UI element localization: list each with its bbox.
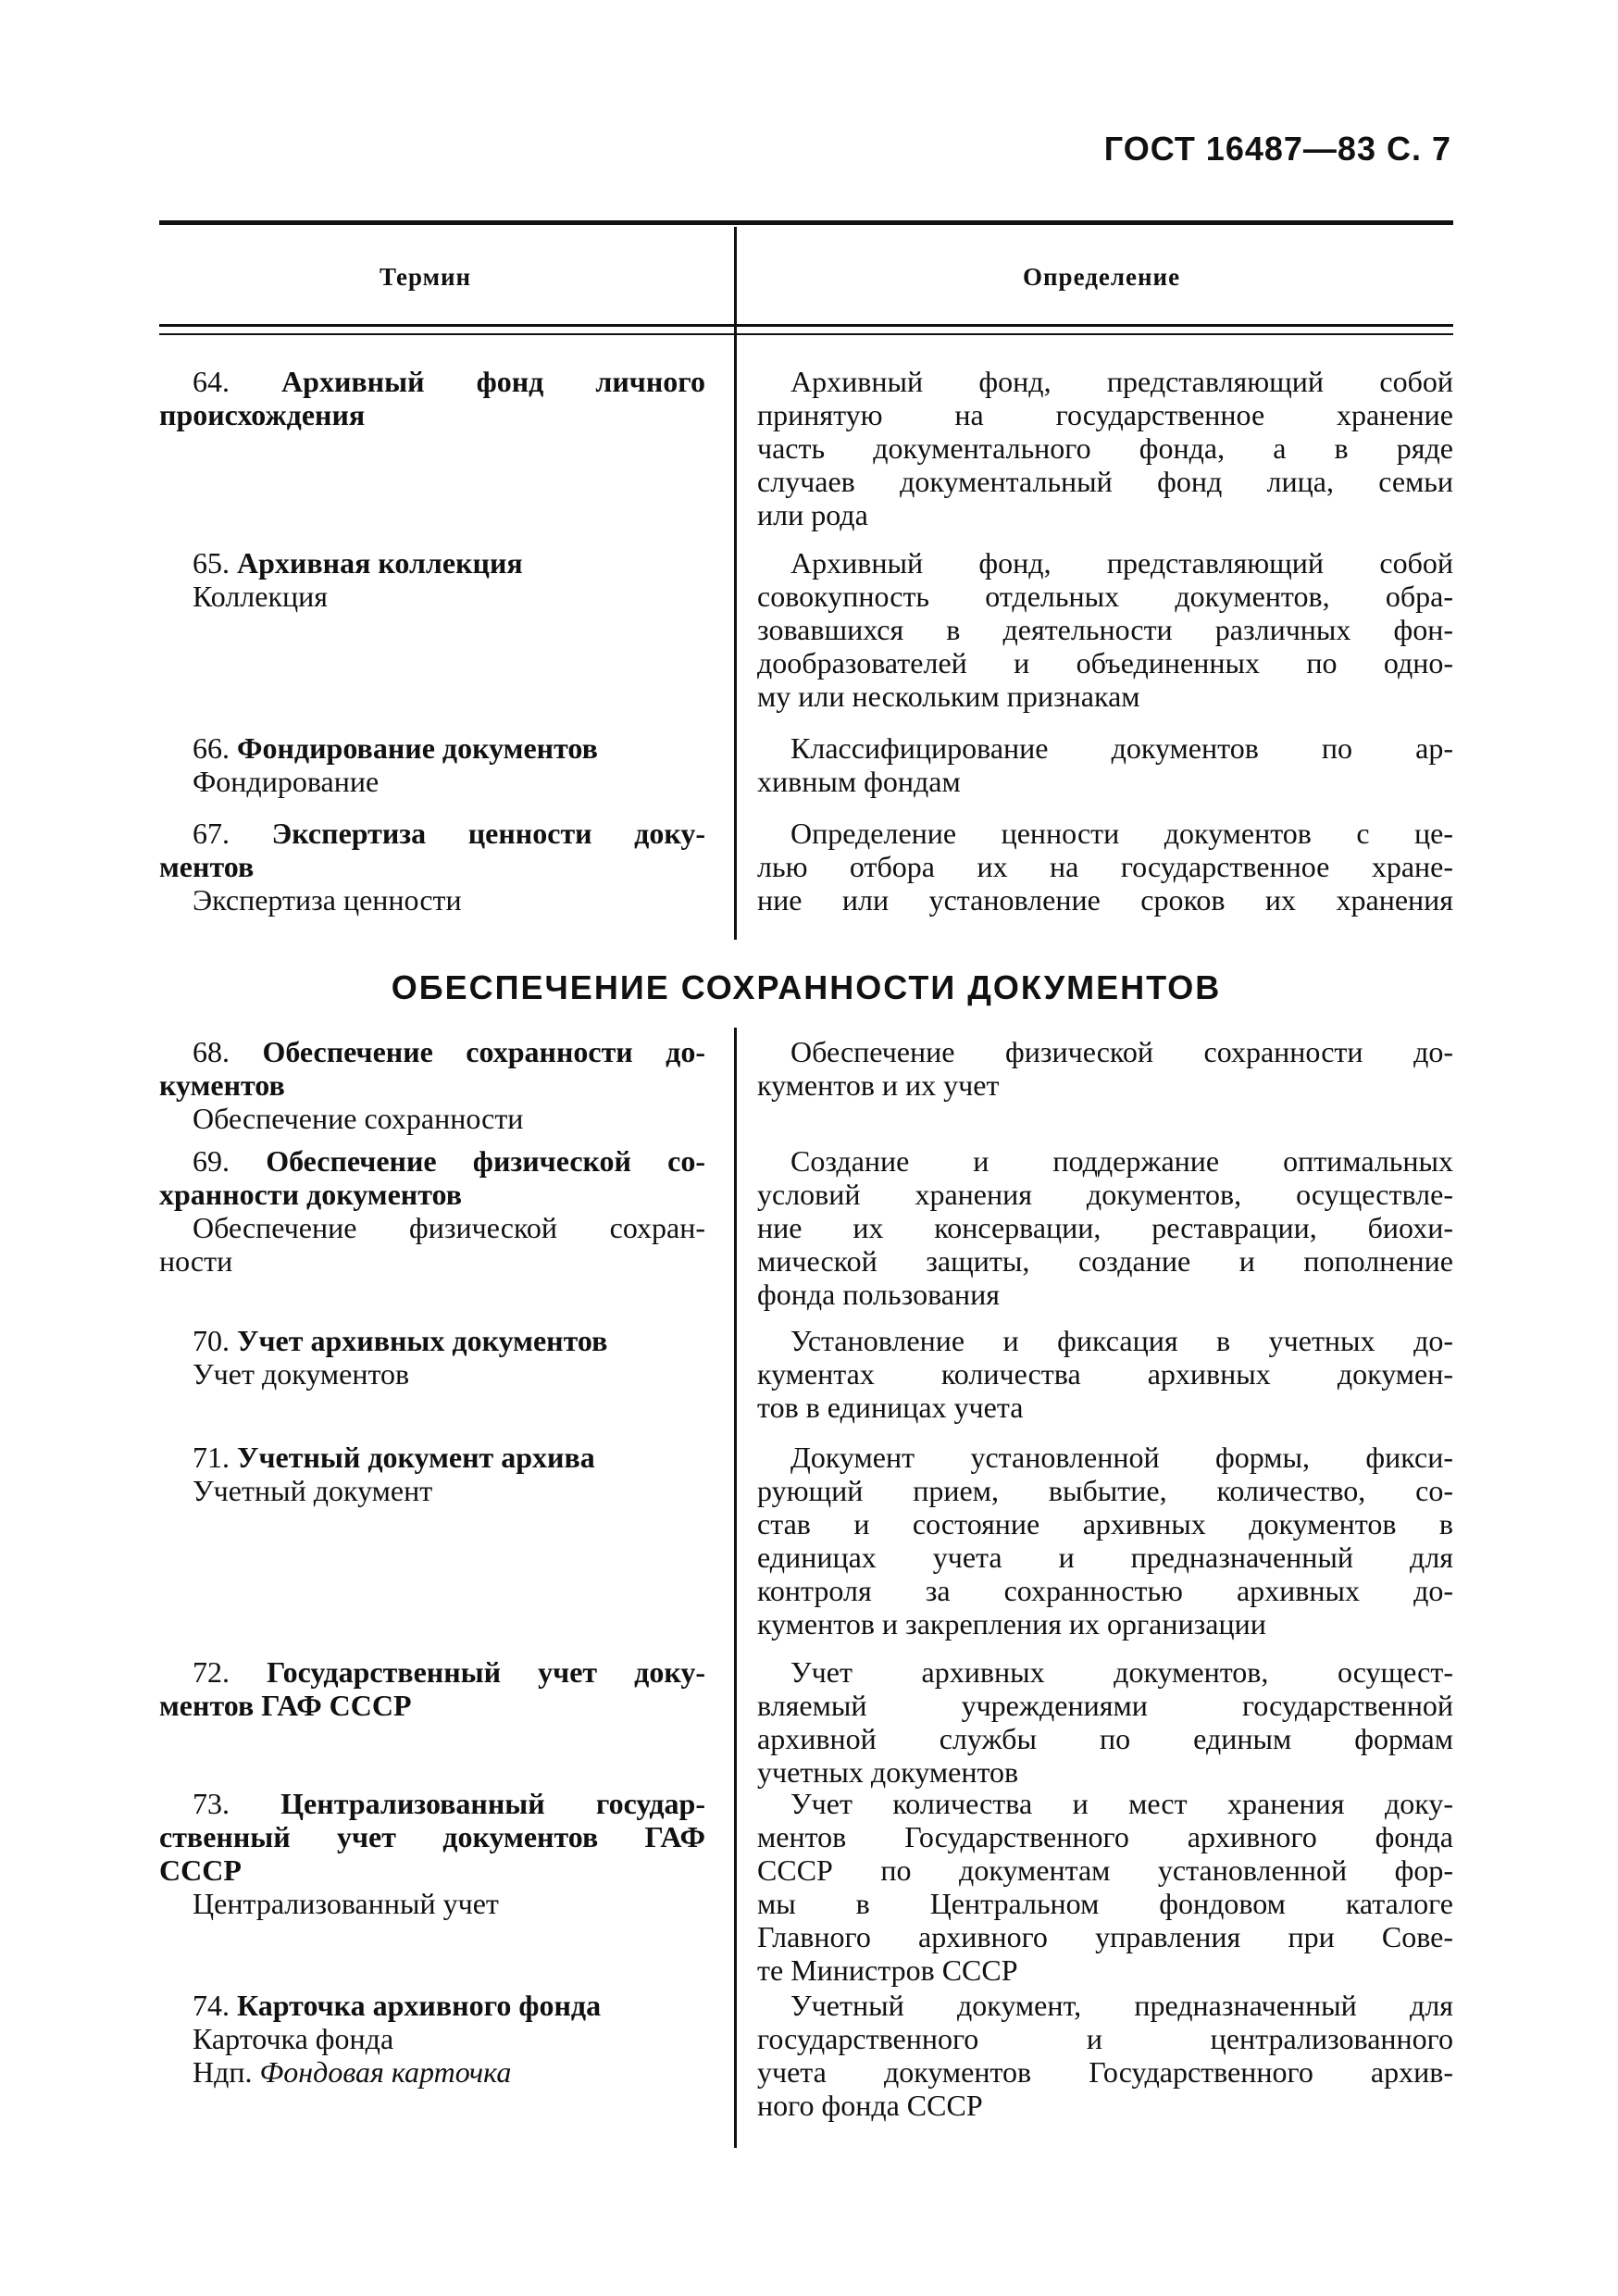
definition-74-line-2: государственного и централизованного [757,2022,1453,2055]
definition-66 [757,731,1453,798]
term-72-line-2: ментов ГАФ СССР [159,1689,412,1722]
term-66 [159,731,705,798]
definition-71-line-6: кументов и закрепления их организации [757,1607,1266,1641]
term-67-line-1: 67. Экспертиза ценности доку- [193,817,706,850]
column-header-term: Термин [380,263,472,291]
definition-74 [757,1989,1453,2122]
term-66-line-1: 66. Фондирование документов [193,731,598,765]
term-71-synonym: Учетный документ [193,1474,433,1507]
definition-65 [757,546,1453,713]
column-divider-upper [734,227,737,940]
definition-69-line-3: ние их консервации, реставрации, биохи- [757,1211,1453,1244]
definition-70-line-3: тов в единицах учета [757,1391,1024,1424]
term-70-line-1: 70. Учет архивных документов [193,1324,608,1357]
term-73-synonym: Централизованный учет [193,1887,499,1920]
definition-65-line-4: дообразователей и объединенных по одно- [757,646,1453,680]
term-65-synonym: Коллекция [193,580,328,613]
term-67-line-2: ментов [159,850,255,883]
definition-69-line-5: фонда пользования [757,1278,1000,1311]
definition-73-line-3: СССР по документам установленной фор- [757,1853,1453,1887]
definition-64 [757,365,1453,531]
definition-71-line-4: единицах учета и предназначенный для [757,1541,1453,1574]
definition-65-line-1: Архивный фонд, представляющий собой [790,546,1453,580]
table-top-rule [159,220,1453,225]
definition-64-line-1: Архивный фонд, представляющий собой [790,365,1453,398]
term-72 [159,1655,705,1722]
definition-64-line-3: часть документального фонда, а в ряде [757,431,1453,465]
definition-73-line-5: Главного архивного управления при Сове- [757,1920,1453,1953]
definition-72 [757,1655,1453,1789]
term-67 [159,817,705,917]
term-71-line-1: 71. Учетный документ архива [193,1441,595,1474]
section-heading: ОБЕСПЕЧЕНИЕ СОХРАННОСТИ ДОКУМЕНТОВ [391,968,1222,1006]
definition-71 [757,1441,1453,1641]
term-69-synonym-line-1: Обеспечение физической сохран- [193,1211,705,1244]
definition-70-line-2: кументах количества архивных докумен- [757,1357,1453,1391]
definition-74-line-4: ного фонда СССР [757,2089,983,2122]
term-68-synonym: Обеспечение сохранности [193,1102,524,1135]
term-70 [159,1324,705,1391]
definition-69-line-4: мической защиты, создание и пополнение [757,1244,1453,1278]
term-64-line-2: происхождения [159,398,366,431]
definition-65-line-2: совокупность отдельных документов, обра- [757,580,1453,613]
definition-68-line-1: Обеспечение физической сохранности до- [790,1035,1453,1068]
term-66-synonym: Фондирование [193,765,380,798]
definition-73-line-4: мы в Центральном фондовом каталоге [757,1887,1453,1920]
term-64-line-1: 64. Архивный фонд личного [193,365,705,398]
definition-69-line-1: Создание и поддержание оптимальных [790,1144,1453,1178]
definition-69-line-2: условий хранения документов, осуществле- [757,1178,1453,1211]
term-73-line-2: ственный учет документов ГАФ [159,1820,705,1853]
column-divider-lower [734,1028,737,2148]
term-73-line-1: 73. Централизованный государ- [193,1787,706,1820]
term-68-line-2: кументов [159,1068,285,1102]
definition-64-line-4: случаев документальный фонд лица, семьи [757,465,1453,498]
term-74-deprecated [159,2055,705,2089]
definition-71-line-1: Документ установленной формы, фикси- [790,1441,1453,1474]
term-65-line-1: 65. Архивная коллекция [193,546,523,580]
term-72-line-1: 72. Государственный учет доку- [193,1655,706,1689]
definition-72-line-4: учетных документов [757,1755,1019,1789]
definition-71-line-3: став и состояние архивных документов в [757,1507,1453,1541]
definition-71-line-5: контроля за сохранностью архивных до- [757,1574,1453,1607]
definition-65-line-5: му или нескольким признакам [757,680,1140,713]
term-73 [159,1787,705,1920]
definition-66-line-2: хивным фондам [757,765,961,798]
term-69-line-2: хранности документов [159,1178,462,1211]
running-header: ГОСТ 16487—83 С. 7 [1103,130,1451,168]
definition-67-line-2: лью отбора их на государственное хране- [757,850,1453,883]
definition-66-line-1: Классифицирование документов по ар- [790,731,1453,765]
definition-73-line-2: ментов Государственного архивного фонда [757,1820,1453,1853]
definition-70 [757,1324,1453,1424]
definition-73-line-1: Учет количества и мест хранения доку- [790,1787,1453,1820]
definition-74-line-1: Учетный документ, предназначенный для [790,1989,1453,2022]
definition-72-line-3: архивной службы по единым формам [757,1722,1453,1755]
term-74-line-1: 74. Карточка архивного фонда [193,1989,602,2022]
definition-68 [757,1035,1453,1102]
term-65 [159,546,705,613]
definition-67-line-1: Определение ценности документов с це- [790,817,1453,850]
term-73-line-3: СССР [159,1853,242,1887]
term-67-synonym: Экспертиза ценности [193,883,462,917]
definition-67 [757,817,1453,917]
definition-74-line-3: учета документов Государственного архив- [757,2055,1453,2089]
term-68 [159,1035,705,1135]
term-69-line-1: 69. Обеспечение физической со- [193,1144,706,1178]
term-69-synonym-line-2: ности [159,1244,233,1278]
term-70-synonym: Учет документов [193,1357,410,1391]
table-header-rule-1 [159,324,1453,327]
definition-70-line-1: Установление и фиксация в учетных до- [790,1324,1453,1357]
definition-64-line-2: принятую на государственное хранение [757,398,1453,431]
definition-64-line-5: или рода [757,498,868,531]
term-69 [159,1144,705,1278]
definition-68-line-2: кументов и их учет [757,1068,1000,1102]
term-71 [159,1441,705,1507]
definition-65-line-3: зовавшихся в деятельности различных фон- [757,613,1453,646]
term-74-synonym: Карточка фонда [193,2022,394,2055]
term-64 [159,365,705,431]
definition-72-line-1: Учет архивных документов, осущест- [790,1655,1453,1689]
term-74-deprecated-label: Ндп. [193,2055,253,2089]
term-74-deprecated-term: Фондовая карточка [259,2055,512,2089]
definition-73 [757,1787,1453,1987]
term-74 [159,1989,705,2089]
term-68-line-1: 68. Обеспечение сохранности до- [193,1035,706,1068]
definition-67-line-3: ние или установление сроков их хранения [757,883,1453,917]
definition-69 [757,1144,1453,1311]
definition-73-line-6: те Министров СССР [757,1953,1018,1987]
table-header-rule-2 [159,333,1453,335]
definition-71-line-2: рующий прием, выбытие, количество, со- [757,1474,1453,1507]
column-header-definition: Определение [1023,263,1181,291]
definition-72-line-2: вляемый учреждениями государственной [757,1689,1453,1722]
